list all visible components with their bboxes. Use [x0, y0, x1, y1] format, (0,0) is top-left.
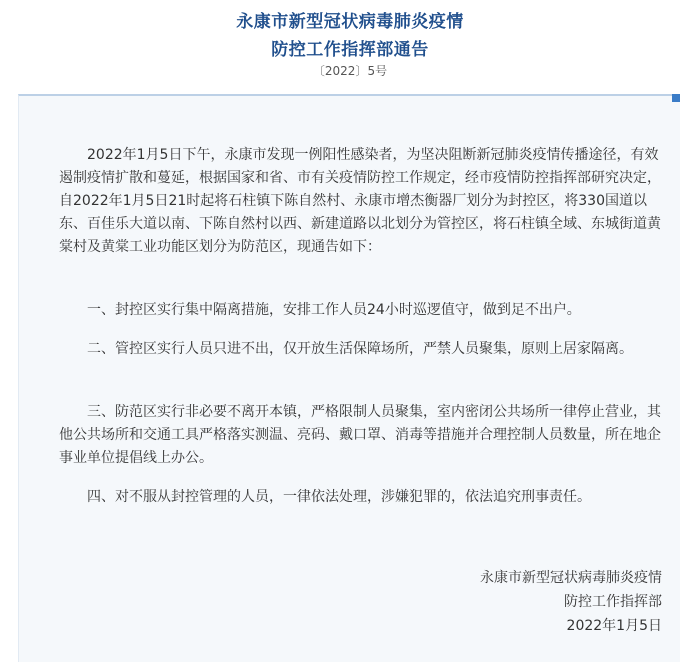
- signature-date: 2022年1月5日: [566, 618, 662, 634]
- notice-title-line2: 防控工作指挥部通告: [271, 40, 429, 60]
- signature-org-line1: 永康市新型冠状病毒肺炎疫情: [480, 570, 662, 586]
- paragraph-item-3: 三、防范区实行非必要不离开本镇，严格限制人员聚集，室内密闭公共场所一律停止营业，其他公共场所和交通工具严格落实测温、亮码、戴口罩、消毒等措施并合理控制人员数量，所在地企事业单位提倡线上办公。: [59, 404, 661, 466]
- notice-title-line1: 永康市新型冠状病毒肺炎疫情: [236, 12, 464, 32]
- paragraph-item-4: 四、对不服从封控管理的人员，一律依法处理，涉嫌犯罪的，依法追究刑事责任。: [87, 489, 591, 505]
- signature-org-line2: 防控工作指挥部: [564, 594, 662, 610]
- document-number: 〔2022〕5号: [312, 64, 388, 78]
- corner-decoration: [672, 94, 680, 102]
- notice-header: [0, 0, 700, 92]
- paragraph-intro: 2022年1月5日下午，永康市发现一例阳性感染者，为坚决阻断新冠肺炎疫情传播途径，有效遏制疫情扩散和蔓延，根据国家和省、市有关疫情防控工作规定，经市疫情防控指挥部研究决定，自2022年1月5日21时起将石柱镇下陈自然村、永康市增杰衡器厂划分为封控区，将330国道以东、百佳乐大道以南、下陈自然村以西、新建道路以北划分为管控区，将石柱镇全域、东城街道黄棠村及黄棠工业功能区划分为防范区，现通告如下：: [59, 147, 661, 255]
- paragraph-item-2: 二、管控区实行人员只进不出，仅开放生活保障场所，严禁人员聚集，原则上居家隔离。: [87, 341, 633, 357]
- notice-body-panel: [18, 94, 680, 662]
- paragraph-item-1: 一、封控区实行集中隔离措施，安排工作人员24小时巡逻值守，做到足不出户。: [87, 302, 581, 318]
